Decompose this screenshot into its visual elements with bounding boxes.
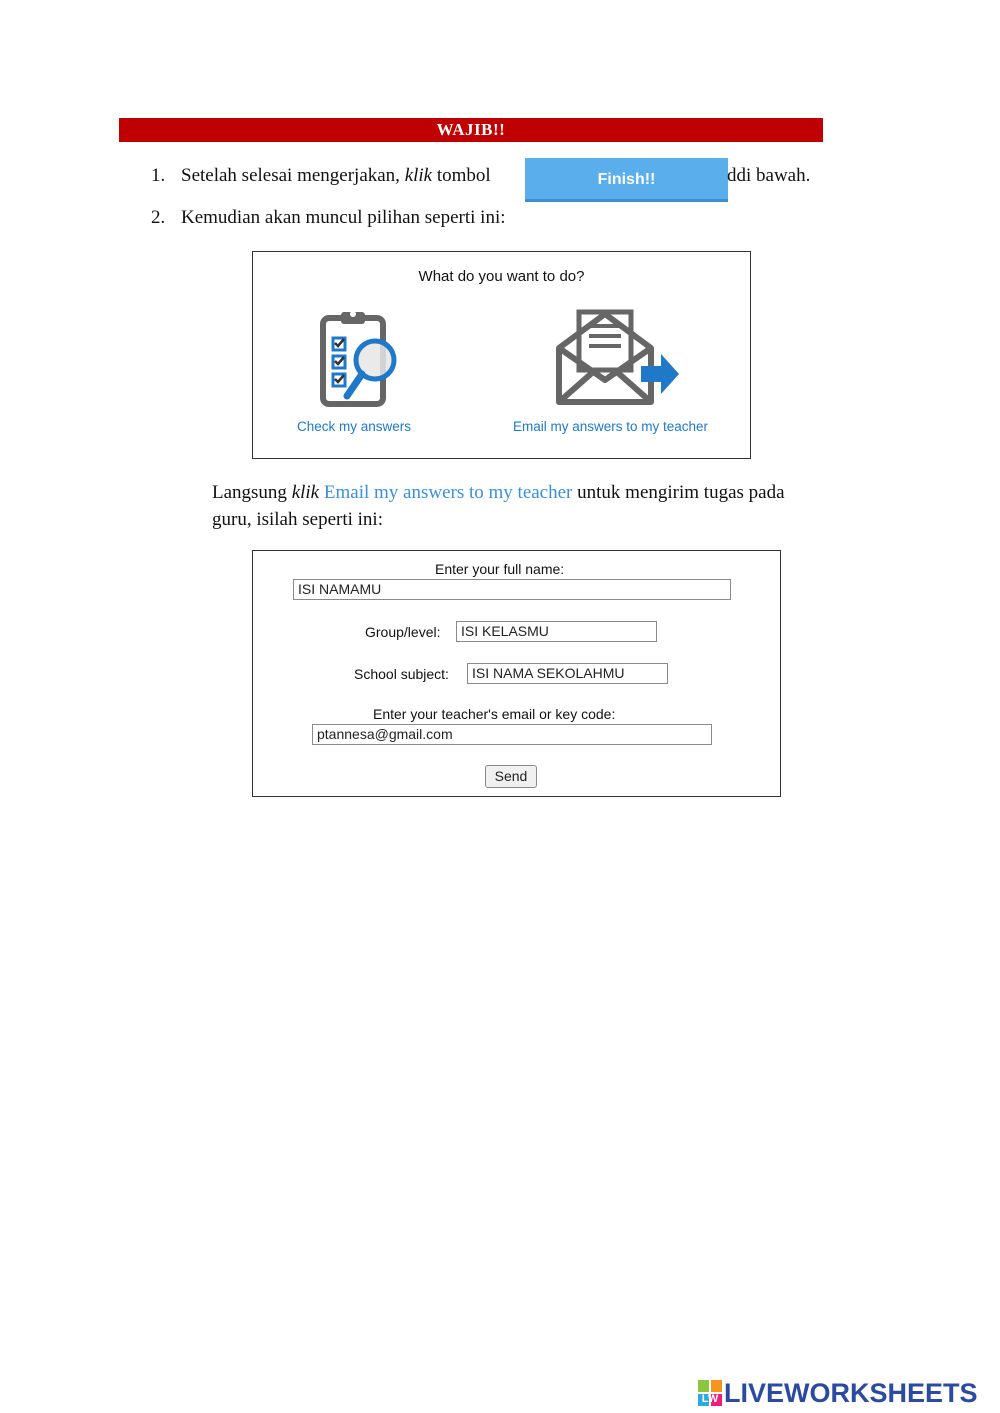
- choice-dialog-screenshot: [252, 251, 751, 459]
- step-1-tail: ddi bawah.: [727, 165, 811, 186]
- liveworksheets-wordmark: LIVEWORKSHEETS: [724, 1377, 978, 1408]
- check-answers-option[interactable]: Check my answers: [297, 419, 412, 434]
- step-number: 2.: [151, 207, 166, 228]
- send-button[interactable]: Send: [485, 765, 537, 788]
- liveworksheets-logo: [698, 1378, 978, 1408]
- email-answers-option[interactable]: Email my answers to my teacher: [513, 419, 709, 434]
- finish-button[interactable]: Finish!!: [525, 158, 728, 202]
- full-name-input[interactable]: ISI NAMAMU: [293, 579, 731, 600]
- clipboard-magnifier-icon[interactable]: [319, 308, 403, 408]
- step-number: 1.: [151, 165, 166, 186]
- school-subject-input[interactable]: ISI NAMA SEKOLAHMU: [467, 663, 668, 684]
- step-text: Setelah selesai mengerjakan, klik tombol: [181, 165, 491, 186]
- group-level-input[interactable]: ISI KELASMU: [456, 621, 657, 642]
- teacher-email-label: Enter your teacher's email or key code:: [373, 706, 616, 722]
- teacher-email-input[interactable]: ptannesa@gmail.com: [312, 724, 712, 745]
- step-text: Kemudian akan muncul pilihan seperti ini:: [181, 207, 506, 228]
- dialog-title: What do you want to do?: [418, 268, 585, 285]
- wajib-banner: WAJIB!!: [119, 118, 823, 142]
- envelope-arrow-icon[interactable]: [553, 308, 685, 408]
- full-name-label: Enter your full name:: [435, 561, 565, 577]
- instruction-paragraph: Langsung klik Email my answers to my teacher untuk mengirim tugas pada guru, isilah seperti ini:: [212, 482, 785, 530]
- school-subject-label: School subject:: [354, 666, 449, 682]
- liveworksheets-mark-icon: [698, 1380, 722, 1406]
- svg-text:LW: LW: [701, 1393, 719, 1405]
- email-teacher-link-text: Email my answers to my teacher: [323, 482, 573, 503]
- email-form-screenshot: [252, 550, 781, 797]
- group-level-label: Group/level:: [365, 624, 441, 640]
